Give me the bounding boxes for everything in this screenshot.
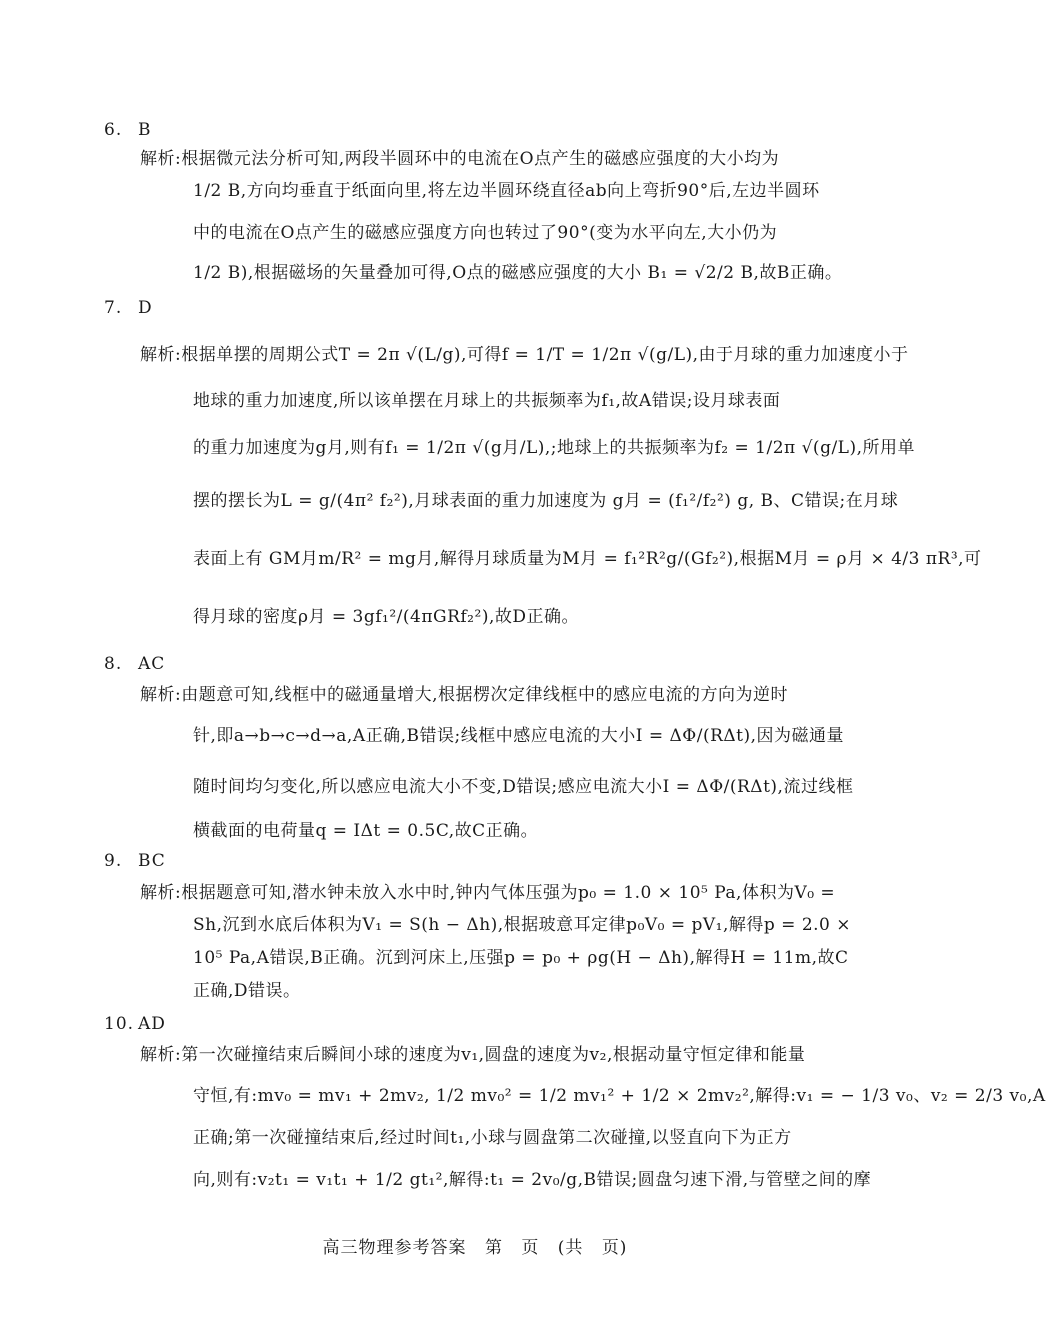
explanation-line: 守恒,有:mv₀ = mv₁ + 2mv₂, 1/2 mv₀² = 1/2 mv₁² + 1/2 × 2mv₂²,解得:v₁ = − 1/3 v₀、v₂ = 2/3 v₀,A: [193, 1086, 1046, 1106]
explanation-line: 地球的重力加速度,所以该单摆在月球上的共振频率为f₁,故A错误;设月球表面: [193, 391, 781, 411]
explanation-line: 得月球的密度ρ月 = 3gf₁²/(4πGRf₂²),故D正确。: [193, 607, 579, 627]
explanation-line: 摆的摆长为L = g/(4π² f₂²),月球表面的重力加速度为 g月 = (f₁²/f₂²) g, B、C错误;在月球: [193, 491, 899, 511]
question-answer: AD: [138, 1014, 166, 1034]
question-number: 10.: [104, 1014, 135, 1034]
question-number: 8.: [104, 654, 123, 674]
explanation-label: 解析:由题意可知,线框中的磁通量增大,根据楞次定律线框中的感应电流的方向为逆时: [140, 685, 789, 705]
explanation-label: 解析:根据单摆的周期公式T = 2π √(L/g),可得f = 1/T = 1/2π √(g/L),由于月球的重力加速度小于: [140, 345, 909, 365]
explanation-line: 1/2 B,方向均垂直于纸面向里,将左边半圆环绕直径ab向上弯折90°后,左边半圆环: [193, 181, 820, 201]
explanation-label: 解析:根据题意可知,潜水钟未放入水中时,钟内气体压强为p₀ = 1.0 × 10⁵ Pa,体积为V₀ =: [140, 883, 836, 903]
question-8-header: [104, 654, 165, 674]
question-10-header: [104, 1014, 166, 1034]
explanation-line: 1/2 B),根据磁场的矢量叠加可得,O点的磁感应强度的大小 B₁ = √2/2 B,故B正确。: [193, 263, 843, 283]
question-7-header: [104, 298, 153, 318]
explanation-line: 表面上有 GM月m/R² = mg月,解得月球质量为M月 = f₁²R²g/(Gf₂²),根据M月 = ρ月 × 4/3 πR³,可: [193, 549, 982, 569]
explanation-line: 针,即a→b→c→d→a,A正确,B错误;线框中感应电流的大小I = ΔΦ/(RΔt),因为磁通量: [193, 726, 845, 746]
explanation-line: 向,则有:v₂t₁ = v₁t₁ + 1/2 gt₁²,解得:t₁ = 2v₀/g,B错误;圆盘匀速下滑,与管壁之间的摩: [193, 1170, 872, 1190]
question-answer: BC: [138, 851, 166, 871]
question-answer: AC: [138, 654, 166, 674]
question-number: 6.: [104, 120, 123, 140]
footer-page-unit: 页: [521, 1238, 540, 1258]
question-9-header: [104, 851, 166, 871]
footer-page-label: 第: [484, 1238, 503, 1258]
page-footer: [0, 1233, 950, 1258]
question-number: 9.: [104, 851, 123, 871]
explanation-line: Sh,沉到水底后体积为V₁ = S(h − Δh),根据玻意耳定律p₀V₀ = pV₁,解得p = 2.0 ×: [193, 915, 852, 935]
explanation-line: 的重力加速度为g月,则有f₁ = 1/2π √(g月/L),;地球上的共振频率为f₂ = 1/2π √(g/L),所用单: [193, 438, 916, 458]
question-answer: B: [138, 120, 152, 140]
explanation-label: 解析:第一次碰撞结束后瞬间小球的速度为v₁,圆盘的速度为v₂,根据动量守恒定律和能量: [140, 1045, 806, 1065]
explanation-line: 随时间均匀变化,所以感应电流大小不变,D错误;感应电流大小I = ΔΦ/(RΔt),流过线框: [193, 777, 854, 797]
explanation-line: 中的电流在O点产生的磁感应强度方向也转过了90°(变为水平向左,大小仍为: [193, 223, 778, 243]
question-answer: D: [138, 298, 153, 318]
question-number: 7.: [104, 298, 123, 318]
question-6-header: [104, 120, 152, 140]
footer-total-open: (共: [557, 1238, 584, 1258]
explanation-line: 10⁵ Pa,A错误,B正确。沉到河床上,压强p = p₀ + ρg(H − Δh),解得H = 11m,故C: [193, 948, 849, 968]
footer-total-close: 页): [601, 1238, 628, 1258]
explanation-line: 正确;第一次碰撞结束后,经过时间t₁,小球与圆盘第二次碰撞,以竖直向下为正方: [193, 1128, 792, 1148]
explanation-line: 横截面的电荷量q = IΔt = 0.5C,故C正确。: [193, 821, 539, 841]
explanation-line: 正确,D错误。: [193, 981, 301, 1001]
footer-title: 高三物理参考答案: [322, 1238, 467, 1258]
explanation-label: 解析:根据微元法分析可知,两段半圆环中的电流在O点产生的磁感应强度的大小均为: [140, 149, 780, 169]
